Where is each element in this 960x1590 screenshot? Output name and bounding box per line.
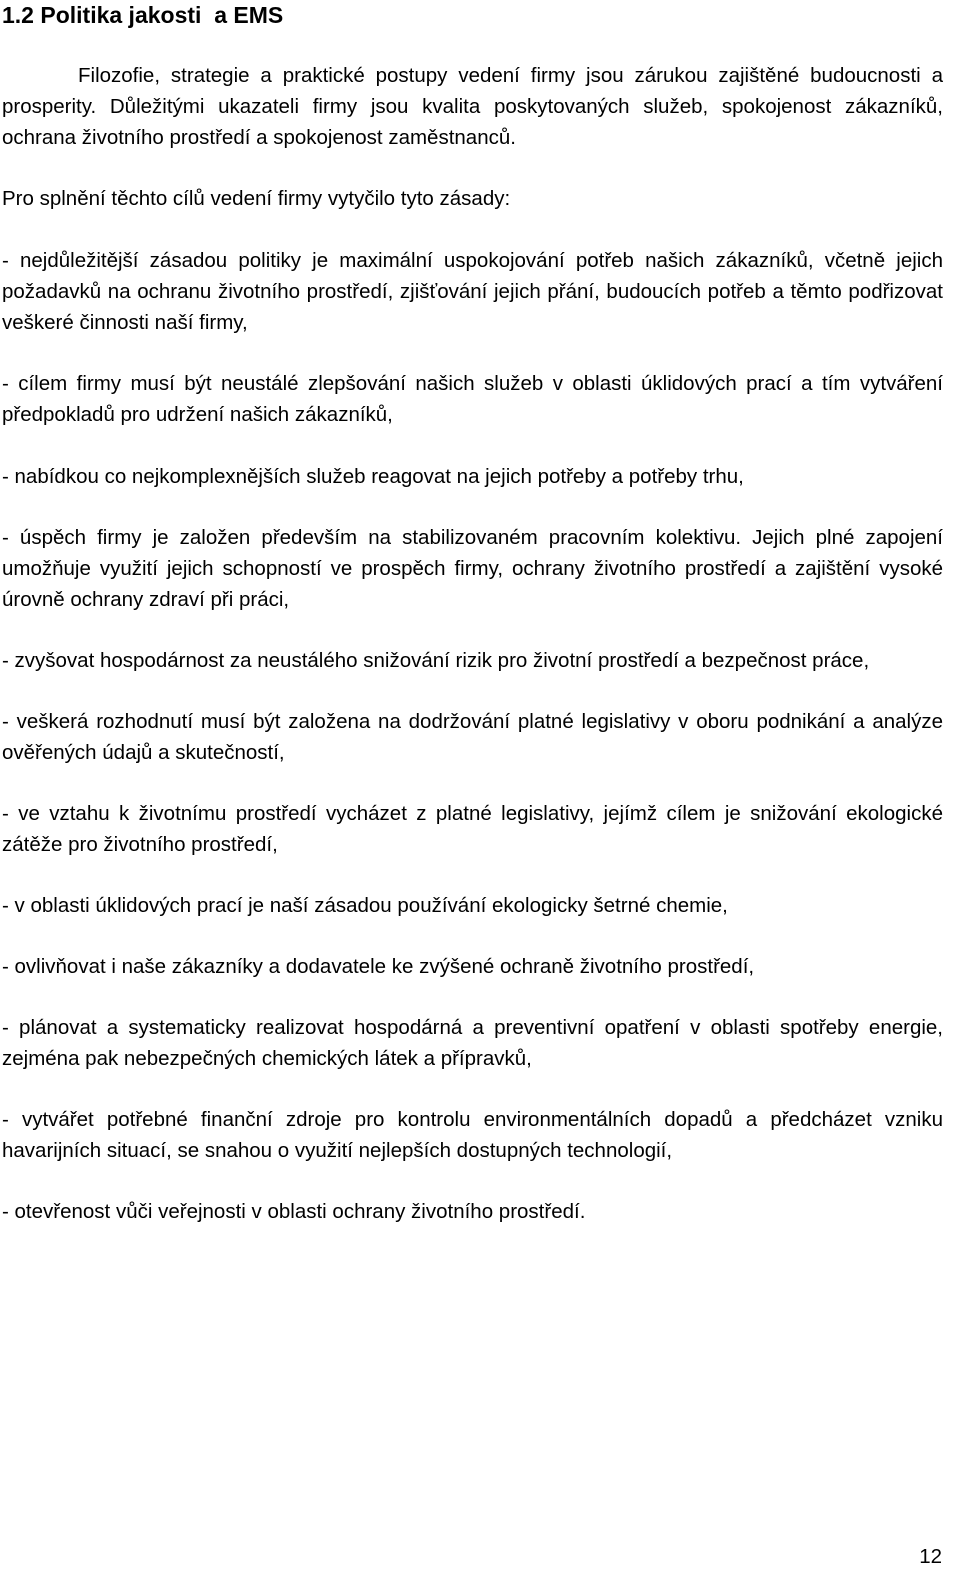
lead-paragraph: Pro splnění těchto cílů vedení firmy vytyčilo tyto zásady: xyxy=(2,187,511,210)
principle-item: - ovlivňovat i naše zákazníky a dodavatele ke zvýšené ochraně životního prostředí, xyxy=(2,955,755,978)
principle-item: - nejdůležitější zásadou politiky je maximální uspokojování potřeb našich zákazníků, včetně jejich požadavků na ochranu životního prostředí, zjišťování jejich přání, budoucích potřeb a těmto podřizovat veškeré činnosti naší firmy, xyxy=(2,249,943,334)
principle-item: - veškerá rozhodnutí musí být založena na dodržování platné legislativy v oboru podnikání a analýze ověřených údajů a skutečností, xyxy=(2,710,943,764)
principle-item: - zvyšovat hospodárnost za neustálého snižování rizik pro životní prostředí a bezpečnost práce, xyxy=(2,649,870,672)
principle-item: - v oblasti úklidových prací je naší zásadou používání ekologicky šetrné chemie, xyxy=(2,894,728,917)
page-number: 12 xyxy=(919,1545,942,1568)
principle-item: - cílem firmy musí být neustálé zlepšování našich služeb v oblasti úklidových prací a tím vytváření předpokladů pro udržení našich zákazníků, xyxy=(2,372,943,426)
section-heading: 1.2 Politika jakosti a EMS xyxy=(2,2,284,28)
principle-item: - plánovat a systematicky realizovat hospodárná a preventivní opatření v oblasti spotřeby energie, zejména pak nebezpečných chemických látek a přípravků, xyxy=(2,1016,943,1070)
principle-item: - vytvářet potřebné finanční zdroje pro kontrolu environmentálních dopadů a předcházet vzniku havarijních situací, se snahou o využití nejlepších dostupných technologií, xyxy=(2,1108,943,1162)
principle-item: - úspěch firmy je založen především na stabilizovaném pracovním kolektivu. Jejich plné zapojení umožňuje využití jejich schopností ve prospěch firmy, ochrany životního prostředí a zajištění vysoké úrovně ochrany zdraví při práci, xyxy=(2,526,943,611)
principle-item: - otevřenost vůči veřejnosti v oblasti ochrany životního prostředí. xyxy=(2,1200,586,1223)
intro-paragraph: Filozofie, strategie a praktické postupy vedení firmy jsou zárukou zajištěné budoucnosti a prosperity. Důležitými ukazateli firmy jsou kvalita poskytovaných služeb, spokojenost zákazníků, ochrana životního prostředí a spokojenost zaměstnanců. xyxy=(2,64,943,149)
principle-item: - ve vztahu k životnímu prostředí vycházet z platné legislativy, jejímž cílem je snižování ekologické zátěže pro životního prostředí, xyxy=(2,802,943,856)
document-body xyxy=(2,60,943,1227)
principle-item: - nabídkou co nejkomplexnějších služeb reagovat na jejich potřeby a potřeby trhu, xyxy=(2,465,744,488)
